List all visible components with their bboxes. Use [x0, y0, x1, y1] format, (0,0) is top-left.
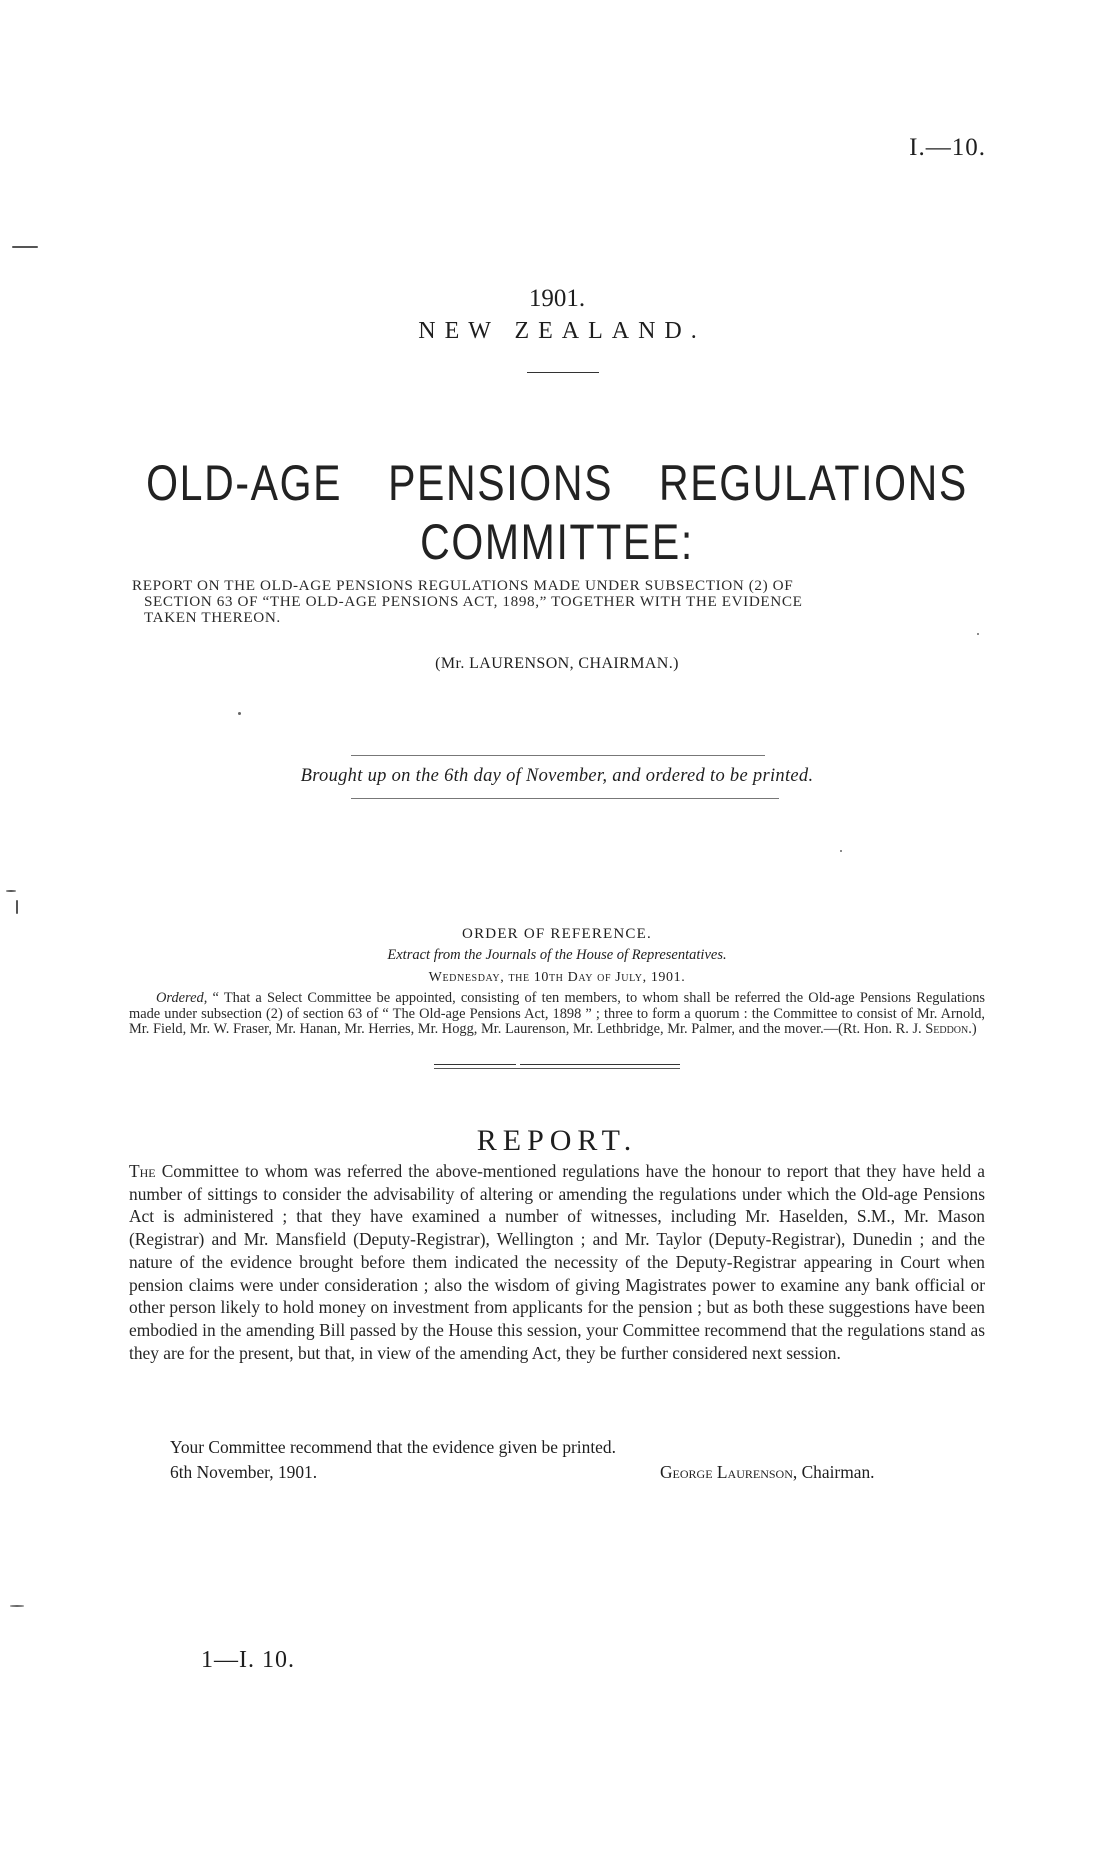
scan-mark-2: [6, 890, 16, 892]
scan-mark-3: [16, 900, 18, 914]
ordered-lead: Ordered,: [156, 990, 208, 1006]
title-word-pensions: PENSIONS: [388, 455, 614, 511]
report-body: [129, 1160, 985, 1364]
report-lead: The: [129, 1161, 156, 1181]
section-rule-2: [520, 1064, 680, 1065]
ordered-end: .): [968, 1021, 977, 1037]
scan-speck-2: [977, 633, 979, 635]
recommendation: Your Committee recommend that the evidence given be printed.: [170, 1437, 616, 1457]
order-text: [129, 991, 985, 1038]
signature: [660, 1462, 875, 1483]
brought-rule-top: [351, 755, 765, 756]
ordered-mover: Seddon: [925, 1021, 969, 1037]
title-word-regulations: REGULATIONS: [659, 455, 968, 511]
title-line-1: [100, 453, 1013, 513]
subtitle-line-1: REPORT ON THE OLD-AGE PENSIONS REGULATIONS MADE UNDER SUBSECTION (2) OF: [132, 577, 794, 594]
brought-up-line: Brought up on the 6th day of November, and ordered to be printed.: [300, 766, 814, 786]
scan-mark-1: [12, 246, 38, 248]
scan-speck-1: [238, 712, 241, 715]
ordered-body: “ That a Select Committee be appointed, consisting of ten members, to whom shall be referred the Old-age Pensions Regulations made under subsection (2) of section 63 of “ The Old-age Pensions Act, 1898 ” ; three to form a quorum : the Committee to consist of Mr. Arnold, Mr. Field, Mr. W. Fraser, Mr. Hanan, Mr. Herries, Mr. Hogg, Mr. Laurenson, Mr. Lethbridge, Mr. Palmer, and the mover.—(Rt. Hon. R. J.: [129, 990, 985, 1037]
signatory-role: , Chairman.: [792, 1462, 875, 1482]
footer-reference: 1—I. 10.: [201, 1647, 295, 1673]
chairman-note: (Mr. LAURENSON, CHAIRMAN.): [435, 655, 679, 672]
subtitle: [132, 578, 982, 626]
scan-mark-4: [10, 1605, 24, 1607]
extract-line: Extract from the Journals of the House of Representatives.: [387, 947, 727, 963]
title-line-2: COMMITTEE:: [420, 514, 694, 570]
report-text: Committee to whom was referred the above-mentioned regulations have the honour to report that they have held a number of sittings to consider the advisability of altering or amending the regulations under which the Old-age Pensions Act is administered ; that they have examined a number of witnesses, including Mr. Haselden, S.M., Mr. Mason (Registrar) and Mr. Mansfield (Deputy-Registrar), Wellington ; and Mr. Taylor (Deputy-Registrar), Dunedin ; and the nature of the evidence brought before them indicated the necessity of the Deputy-Registrar appearing in Court when pension claims were under consideration ; also the wisdom of giving Magistrates power to examine any bank official or other person likely to hold money on investment from applicants for the pension ; but as both these suggestions have been embodied in the amending Bill passed by the House this session, your Committee recommend that the regulations stand as they are for the present, but that, in view of the amending Act, they be further considered next session.: [129, 1161, 985, 1363]
reference-date: Wednesday, the 10th Day of July, 1901.: [428, 970, 686, 985]
signatory-name: George Laurenson: [660, 1462, 793, 1482]
subtitle-line-3: TAKEN THEREON.: [144, 609, 281, 626]
year: 1901.: [528, 285, 586, 312]
brought-rule-bottom: [351, 798, 779, 799]
section-rule-1: [434, 1064, 516, 1065]
scan-speck-3: [840, 850, 842, 852]
report-heading: REPORT.: [476, 1124, 638, 1157]
country-heading: NEW ZEALAND.: [418, 318, 706, 344]
subtitle-line-2: SECTION 63 OF “THE OLD-AGE PENSIONS ACT, 1898,” TOGETHER WITH THE EVIDENCE: [144, 593, 803, 610]
report-date: 6th November, 1901.: [170, 1462, 318, 1482]
title-word-old-age: OLD-AGE: [146, 455, 343, 511]
order-of-reference-heading: ORDER OF REFERENCE.: [462, 926, 652, 942]
section-rule-3: [434, 1068, 680, 1069]
paper-reference: I.—10.: [909, 134, 986, 161]
header-rule: [527, 372, 599, 373]
